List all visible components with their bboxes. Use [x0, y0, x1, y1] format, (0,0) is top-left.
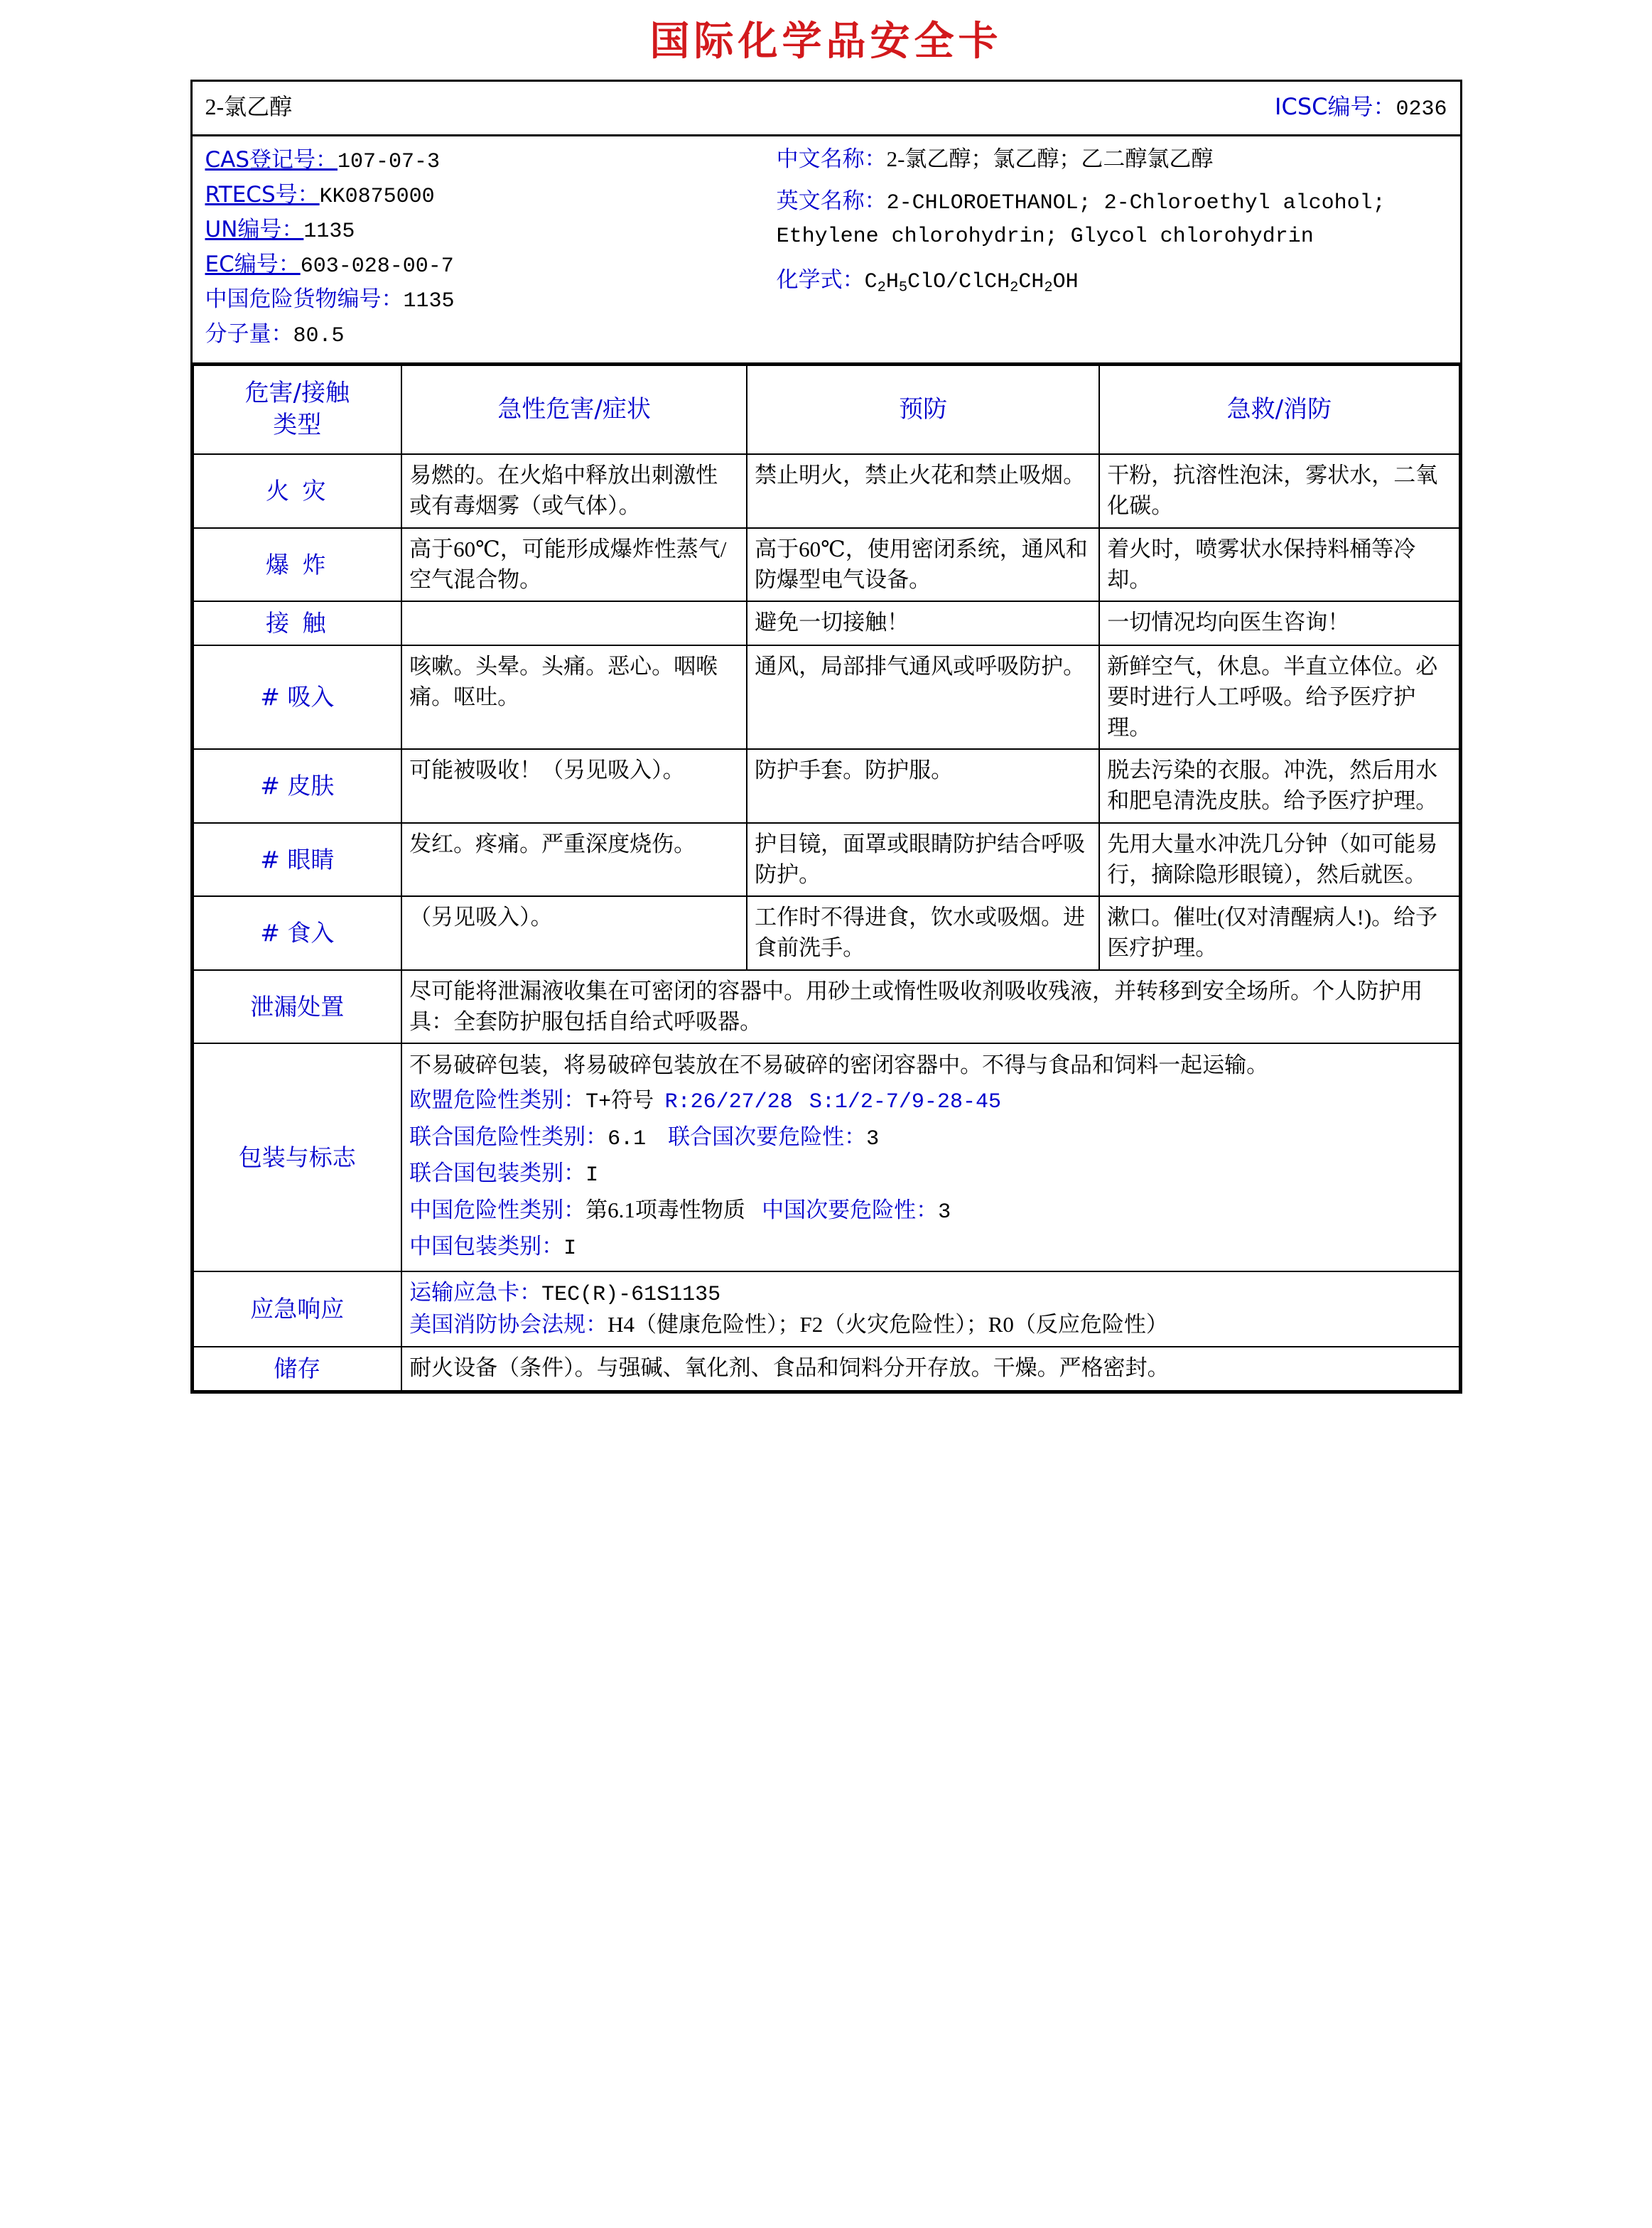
inhalation-firstaid: 新鲜空气，休息。半直立体位。必要时进行人工呼吸。给予医疗护理。 — [1099, 645, 1459, 749]
ingestion-acute: （另见吸入）。 — [401, 896, 747, 970]
emergency-nfpa-label: 美国消防协会法规： — [409, 1312, 608, 1338]
rtecs-line — [205, 178, 777, 213]
packaging-un-group-value: I — [585, 1163, 599, 1188]
hazard-table — [193, 365, 1460, 1392]
row-label-spill: 泄漏处置 — [193, 970, 402, 1044]
packaging-eu-s-phrases: S:1/2-7/9-28-45 — [809, 1090, 1001, 1115]
header-firstaid: 急救/消防 — [1099, 365, 1459, 455]
packaging-eu-value: T+符号 — [585, 1090, 654, 1115]
header-hazard-type-line1: 危害/接触 — [244, 378, 350, 407]
emergency-transport-label: 运输应急卡： — [409, 1279, 542, 1306]
identification-right — [777, 144, 1447, 353]
storage-text: 耐火设备（条件）。与强碱、氧化剂、食品和饲料分开存放。干燥。严格密封。 — [401, 1347, 1459, 1391]
packaging-eu-line — [409, 1085, 1451, 1119]
row-label-emergency: 应急响应 — [193, 1271, 402, 1347]
molecular-weight-line — [205, 318, 777, 353]
packaging-cn-class-value: 第6.1项毒性物质 — [585, 1197, 745, 1222]
row-label-storage: 储存 — [193, 1347, 402, 1391]
row-label-exposure: 接 触 — [193, 601, 402, 645]
row-label-skin: # 皮肤 — [193, 749, 402, 823]
packaging-eu-label: 欧盟危险性类别： — [409, 1087, 586, 1114]
explosion-prevention: 高于60℃，使用密闭系统，通风和防爆型电气设备。 — [747, 528, 1099, 602]
substance-name: 2-氯乙醇 — [205, 94, 293, 119]
icsc-number-group — [826, 82, 1460, 134]
ec-label: EC编号： — [205, 251, 301, 277]
cn-name-line — [777, 144, 1447, 176]
explosion-firstaid: 着火时，喷雾状水保持料桶等冷却。 — [1099, 528, 1459, 602]
packaging-un-group-line — [409, 1158, 1451, 1192]
exposure-acute — [401, 601, 747, 645]
table-row — [193, 896, 1459, 970]
ec-value: 603-028-00-7 — [300, 254, 454, 279]
eyes-prevention: 护目镜，面罩或眼睛防护结合呼吸防护。 — [747, 823, 1099, 897]
eyes-firstaid: 先用大量水冲洗几分钟（如可能易行，摘除隐形眼镜），然后就医。 — [1099, 823, 1459, 897]
skin-prevention: 防护手套。防护服。 — [747, 749, 1099, 823]
packaging-cn-class-label: 中国危险性类别： — [409, 1197, 586, 1223]
cas-label: CAS登记号： — [205, 146, 338, 173]
row-label-inhalation: # 吸入 — [193, 645, 402, 749]
table-row — [193, 601, 1459, 645]
row-label-ingestion: # 食入 — [193, 896, 402, 970]
exposure-prevention: 避免一切接触！ — [747, 601, 1099, 645]
packaging-cn-subrisk-label: 中国次要危险性： — [762, 1197, 939, 1223]
explosion-acute: 高于60℃，可能形成爆炸性蒸气/空气混合物。 — [401, 528, 747, 602]
safety-card — [190, 80, 1462, 1394]
cn-name-label: 中文名称： — [776, 146, 887, 172]
header-hazard-type-line2: 类型 — [273, 411, 322, 440]
row-label-explosion: 爆 炸 — [193, 528, 402, 602]
table-row-packaging — [193, 1043, 1459, 1271]
identification-left — [205, 144, 777, 353]
un-line — [205, 213, 777, 248]
molecular-weight-label: 分子量： — [205, 321, 293, 347]
packaging-cn-group-value: I — [563, 1237, 577, 1261]
packaging-un-group-label: 联合国包装类别： — [409, 1161, 586, 1187]
emergency-nfpa-value: H4（健康危险性）；F2（火灾危险性）；R0（反应危险性） — [608, 1312, 1168, 1338]
ingestion-firstaid: 漱口。催吐(仅对清醒病人!)。给予医疗护理。 — [1099, 896, 1459, 970]
header-acute-hazards: 急性危害/症状 — [401, 365, 747, 455]
formula-label: 化学式： — [776, 267, 865, 293]
row-label-eyes: # 眼睛 — [193, 823, 402, 897]
table-row — [193, 454, 1459, 528]
rtecs-value: KK0875000 — [319, 184, 435, 209]
cn-dangerous-goods-label: 中国危险货物编号： — [205, 286, 404, 312]
table-row-emergency — [193, 1271, 1459, 1347]
emergency-content — [401, 1271, 1459, 1347]
skin-acute: 可能被吸收！（另见吸入）。 — [401, 749, 747, 823]
cn-name-value: 2-氯乙醇；氯乙醇；乙二醇氯乙醇 — [886, 146, 1214, 171]
cn-dangerous-goods-line — [205, 283, 777, 318]
identification-block — [193, 136, 1460, 365]
icsc-label: ICSC编号： — [1275, 93, 1396, 120]
eyes-acute: 发红。疼痛。严重深度烧伤。 — [401, 823, 747, 897]
en-name-label: 英文名称： — [776, 188, 887, 214]
table-header-row — [193, 365, 1459, 455]
header-hazard-type — [193, 365, 402, 455]
emergency-transport-value: TEC(R)-61S1135 — [541, 1282, 721, 1307]
packaging-un-subrisk-label: 联合国次要危险性： — [668, 1124, 867, 1150]
packaging-un-class-label: 联合国危险性类别： — [409, 1124, 608, 1150]
molecular-weight-value: 80.5 — [293, 323, 345, 348]
packaging-un-subrisk-value: 3 — [866, 1126, 880, 1151]
un-label: UN编号： — [205, 216, 304, 242]
formula-value: $C_2H_5ClO/ClCH_2CH_2OH$ — [864, 269, 1079, 296]
table-row — [193, 528, 1459, 602]
spill-text: 尽可能将泄漏液收集在可密闭的容器中。用砂土或惰性吸收剂吸收残液，并转移到安全场所。个人防护用具：全套防护服包括自给式呼吸器。 — [401, 970, 1459, 1044]
table-row — [193, 645, 1459, 749]
packaging-intro: 不易破碎包装，将易破碎包装放在不易破碎的密闭容器中。不得与食品和饲料一起运输。 — [409, 1053, 1269, 1078]
cas-line — [205, 144, 777, 178]
fire-firstaid: 干粉，抗溶性泡沫，雾状水，二氧化碳。 — [1099, 454, 1459, 528]
packaging-cn-class-line — [409, 1195, 1451, 1229]
table-row — [193, 823, 1459, 897]
row-label-packaging: 包装与标志 — [193, 1043, 402, 1271]
rtecs-label: RTECS号： — [205, 181, 320, 208]
packaging-content — [401, 1043, 1459, 1271]
packaging-cn-group-line — [409, 1231, 1451, 1265]
table-row — [193, 749, 1459, 823]
en-name-value: 2-CHLOROETHANOL; 2-Chloroethyl alcohol; Ethylene chlorohydrin; Glycol chlorohydrin — [776, 190, 1386, 249]
table-row-storage — [193, 1347, 1459, 1391]
inhalation-prevention: 通风，局部排气通风或呼吸防护。 — [747, 645, 1099, 749]
fire-acute: 易燃的。在火焰中释放出刺激性或有毒烟雾（或气体）。 — [401, 454, 747, 528]
icsc-number: 0236 — [1395, 97, 1447, 122]
en-name-line — [777, 185, 1447, 253]
header-prevention: 预防 — [747, 365, 1099, 455]
emergency-transport-line — [409, 1278, 1451, 1310]
packaging-un-class-line — [409, 1121, 1451, 1156]
exposure-firstaid: 一切情况均向医生咨询！ — [1099, 601, 1459, 645]
formula-line — [777, 264, 1447, 298]
table-row-spill — [193, 970, 1459, 1044]
un-value: 1135 — [303, 219, 355, 244]
row-label-fire: 火 灾 — [193, 454, 402, 528]
packaging-cn-group-label: 中国包装类别： — [409, 1234, 564, 1260]
ec-line — [205, 248, 777, 283]
card-header — [193, 82, 1460, 136]
emergency-nfpa-line — [409, 1310, 1451, 1340]
inhalation-acute: 咳嗽。头晕。头痛。恶心。咽喉痛。呕吐。 — [401, 645, 747, 749]
fire-prevention: 禁止明火，禁止火花和禁止吸烟。 — [747, 454, 1099, 528]
cas-value: 107-07-3 — [338, 149, 441, 174]
skin-firstaid: 脱去污染的衣服。冲洗，然后用水和肥皂清洗皮肤。给予医疗护理。 — [1099, 749, 1459, 823]
packaging-eu-r-phrases: R:26/27/28 — [664, 1090, 793, 1115]
ingestion-prevention: 工作时不得进食，饮水或吸烟。进食前洗手。 — [747, 896, 1099, 970]
packaging-cn-subrisk-value: 3 — [938, 1200, 951, 1225]
packaging-un-class-value: 6.1 — [608, 1126, 647, 1151]
page-title: 国际化学品安全卡 — [649, 18, 1003, 65]
cn-dangerous-goods-value: 1135 — [403, 289, 455, 313]
